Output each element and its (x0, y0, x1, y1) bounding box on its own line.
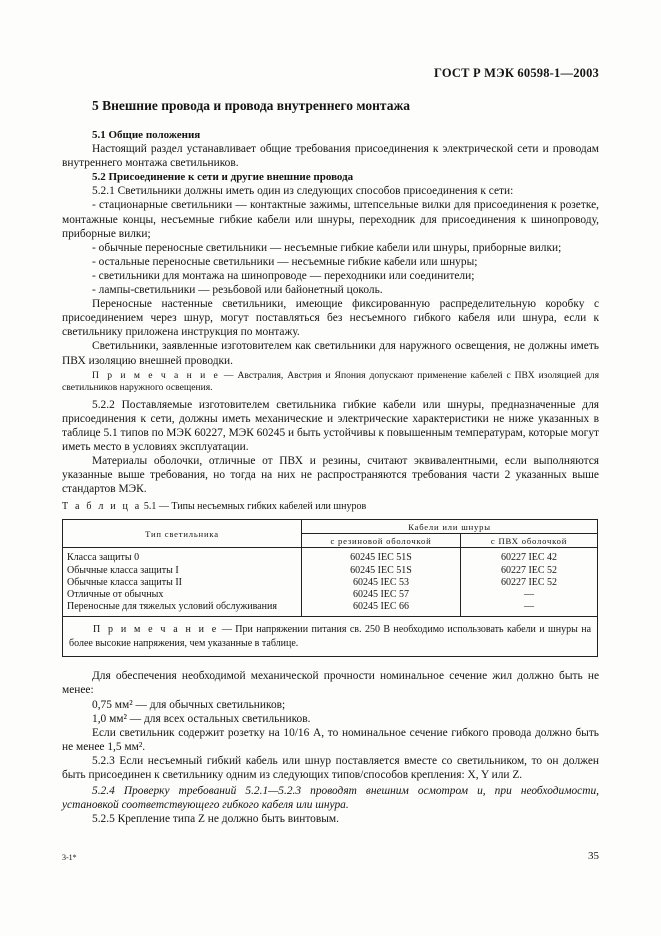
list-item: - остальные переносные светильники — несъемные гибкие кабели или шнуры; (92, 255, 478, 268)
list-item: - светильники для монтажа на шинопроводе — переходники или соединители; (92, 269, 475, 282)
table-cell: — (524, 588, 534, 600)
table-column-rubber (302, 548, 461, 617)
note-1 (62, 370, 599, 394)
paragraph-5-1: Настоящий раздел устанавливает общие требования присоединения к электрической сети и проводам внутреннего монтажа светильников. (62, 143, 599, 170)
list-item: - обычные переносные светильники — несъемные гибкие кабели или шнуры, приборные вилки; (92, 241, 562, 254)
table-cell: — (524, 601, 534, 613)
table-cell: Обычные класса защиты I (67, 564, 179, 576)
subsection-title-5-1: 5.1 Общие положения (92, 129, 201, 141)
note-text: — Австралия, Австрия и Япония допускают применение кабелей с ПВХ изоляцией для светильников наружного освещения. (62, 369, 599, 393)
table-note (63, 617, 598, 657)
document-body (62, 128, 599, 826)
table-cell: Переносные для тяжелых условий обслуживания (67, 601, 277, 613)
table-cell: 60245 IEC 57 (352, 588, 410, 600)
list-item: - лампы-светильники — резьбовой или байонетный цоколь. (92, 284, 383, 297)
table-cell: Отличные от обычных (67, 588, 164, 600)
table-column-pvc (461, 548, 598, 617)
table-header-pvc: с ПВХ оболочкой (461, 534, 598, 548)
note-label: П р и м е ч а н и е (92, 369, 220, 381)
paragraph-outdoor: Светильники, заявленные изготовителем как светильники для наружного освещения, не должны иметь ПВХ изоляцию внешней проводки. (62, 340, 599, 367)
subsection-title-5-2: 5.2 Присоединение к сети и другие внешние провода (92, 171, 354, 184)
paragraph-10: 1,0 мм² — для всех остальных светильников. (92, 712, 311, 725)
paragraph-socket: Если светильник содержит розетку на 10/16 А, то номинальное сечение гибкого провода должно быть не менее 1,5 мм². (62, 726, 599, 753)
table-note-text: — При напряжении питания св. 250 В необходимо использовать кабели и шнуры на более высокие напряжения, чем указанные в таблице. (69, 624, 592, 649)
table-cell: Обычные класса защиты II (67, 576, 182, 588)
footer-signature-mark: 3-1* (62, 853, 77, 862)
table-cell: 60227 IEC 52 (500, 564, 558, 576)
table-header-type: Тип светильника (63, 520, 302, 548)
cables-table (62, 519, 598, 657)
table-header-cables: Кабели или шнуры (302, 520, 598, 534)
table-cell: 60245 IEC 66 (352, 601, 410, 613)
page-number: 35 (588, 850, 599, 862)
paragraph-5-2-3: 5.2.3 Если несъемный гибкий кабель или шнур поставляется вместе со светильником, то он должен быть присоединен к светильнику одним из следующих типов/способов крепления: X, Y или Z. (62, 754, 599, 782)
paragraph-075: 0,75 мм² — для обычных светильников; (92, 698, 286, 711)
table-cell: 60245 IEC 53 (352, 576, 410, 588)
paragraph-5-2-4: 5.2.4 Проверку требований 5.2.1—5.2.3 проводят внешним осмотром и, при необходимости, установкой соответствующего гибкого кабеля или шнура. (62, 785, 599, 812)
table-note-label: П р и м е ч а н и е (93, 624, 219, 636)
paragraph-5-2-1: 5.2.1 Светильники должны иметь один из следующих способов присоединения к сети: (92, 185, 514, 198)
table-caption-label: Т а б л и ц а (62, 501, 142, 513)
table-column-type (63, 548, 302, 617)
table-cell: 60227 IEC 42 (500, 552, 558, 564)
paragraph-wall-luminaires: Переносные настенные светильники, имеющие фиксированную распределительную коробку с присоединением через шнур, могут поставляться без несъемного гибкого кабеля или шнура, если к светильнику приложена инструкция по монтажу. (62, 298, 599, 339)
paragraph-5-2-2: 5.2.2 Поставляемые изготовителем светильника гибкие кабели или шнуры, предназначенные для присоединения к сети, должны иметь механические и электрические характеристики не ниже указанных в таблице 5.1 типов по МЭК 60227, МЭК 60245 и быть устойчивы к повышенным температурам, которые могут иметь место в условиях эксплуатации. (62, 398, 599, 453)
section-title: 5 Внешние провода и провода внутреннего монтажа (92, 98, 411, 113)
paragraph-cross-section: Для обеспечения необходимой механической прочности номинальное сечение жил должно быть не менее: (62, 670, 599, 697)
list-item: - стационарные светильники — контактные зажимы, штепсельные вилки для присоединения к розетке, монтажные концы, несъемные гибкие кабели или шнуры, переходник для присоединения к шинопроводу, приборные вилки; (62, 199, 599, 240)
paragraph-5-2-5: 5.2.5 Крепление типа Z не должно быть винтовым. (92, 813, 339, 826)
paragraph-materials: Материалы оболочки, отличные от ПВХ и резины, считают эквивалентными, если выполняются указанные выше требования, но тогда на них не распространяются требования части 2 указанных выше стандартов МЭК. (62, 454, 599, 496)
table-cell: 60245 IEC 51S (350, 564, 412, 576)
table-caption (62, 500, 599, 514)
table-cell: Класса защиты 0 (67, 552, 140, 564)
table-caption-text: 5.1 — Типы несъемных гибких кабелей или шнуров (141, 501, 367, 513)
table-cell: 60227 IEC 52 (500, 576, 558, 588)
running-header: ГОСТ Р МЭК 60598-1—2003 (434, 66, 599, 80)
table-header-rubber: с резиновой оболочкой (302, 534, 461, 548)
table-cell: 60245 IEC 51S (350, 552, 412, 564)
